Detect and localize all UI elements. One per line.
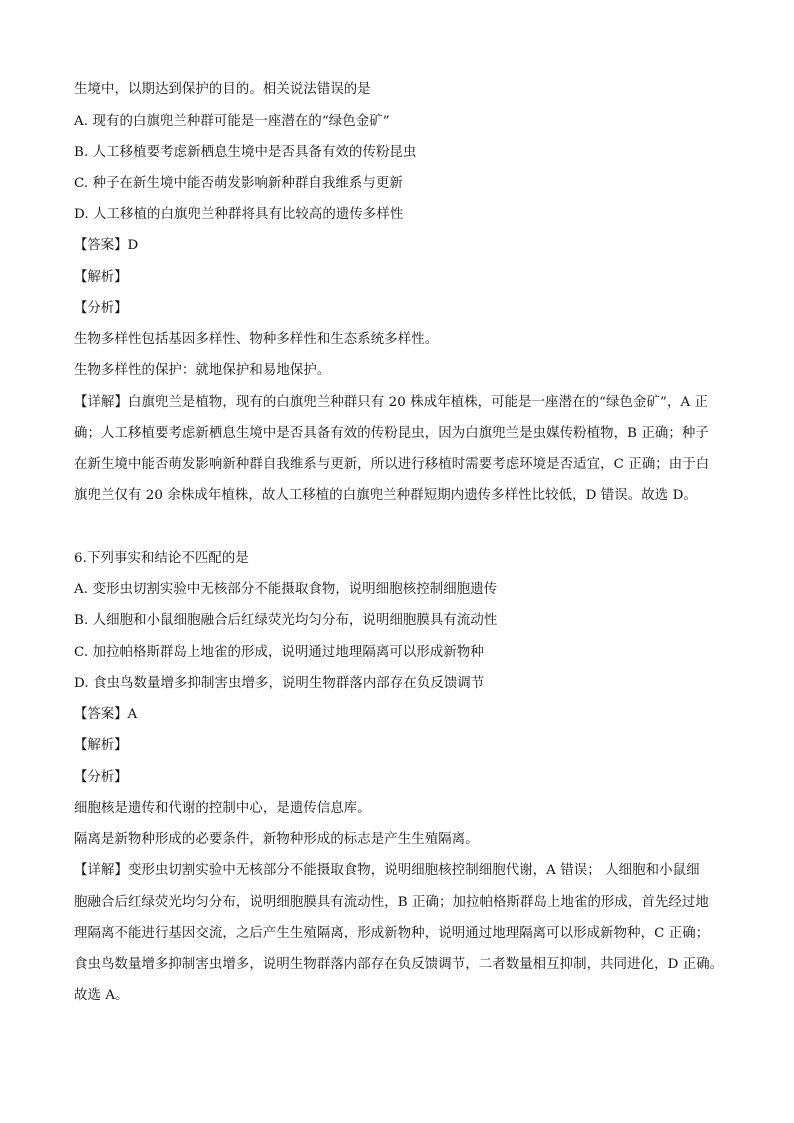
q6-fenxi-line-1: 细胞核是遗传和代谢的控制中心，是遗传信息库。 <box>74 801 371 816</box>
q6-option-a: A. 变形虫切割实验中无核部分不能摄取食物，说明细胞核控制细胞遗传 <box>74 582 498 597</box>
q6-fenxi-line-2: 隔离是新物种形成的必要条件，新物种形成的标志是产生生殖隔离。 <box>74 832 479 847</box>
q6-stem: 6.下列事实和结论不匹配的是 <box>74 551 249 566</box>
q6-option-c: C. 加拉帕格斯群岛上地雀的形成，说明通过地理隔离可以形成新物种 <box>74 645 484 660</box>
q6-fenxi-heading: 【分析】 <box>74 770 128 785</box>
q5-detail-line-3: 在新生境中能否萌发影响新种群自我维系与更新，所以进行移植时需要考虑环境是否适宜，C 正确；由于白 <box>74 457 710 472</box>
q6-option-d: D. 食虫鸟数量增多抑制害虫增多，说明生物群落内部存在负反馈调节 <box>74 676 485 691</box>
q5-fenxi-line-2: 生物多样性的保护：就地保护和易地保护。 <box>74 363 331 378</box>
q5-stem-tail: 生境中，以期达到保护的目的。相关说法错误的是 <box>74 82 371 97</box>
q6-answer: 【答案】A <box>74 707 138 722</box>
q6-detail-line-2: 胞融合后红绿荧光均匀分布，说明细胞膜具有流动性，B 正确；加拉帕格斯群岛上地雀的形成，首先经过地 <box>74 895 709 910</box>
q6-detail-line-5: 故选 A。 <box>74 988 129 1003</box>
q6-detail-line-3: 理隔离不能进行基因交流，之后产生生殖隔离，形成新物种，说明通过地理隔离可以形成新物种，C 正确； <box>74 926 710 941</box>
q5-detail-line-4: 旗兜兰仅有 20 余株成年植株，故人工移植的白旗兜兰种群短期内遗传多样性比较低，D 错误。故选 D。 <box>74 488 697 503</box>
q5-detail-line-2: 确；人工移植要考虑新栖息生境中是否具备有效的传粉昆虫，因为白旗兜兰是虫媒传粉植物，B 正确；种子 <box>74 426 709 441</box>
q6-analysis-heading: 【解析】 <box>74 738 128 753</box>
q5-option-a: A. 现有的白旗兜兰种群可能是一座潜在的“绿色金矿” <box>74 114 390 129</box>
q5-option-d: D. 人工移植的白旗兜兰种群将具有比较高的遗传多样性 <box>74 207 404 222</box>
q5-answer: 【答案】D <box>74 238 139 253</box>
q5-option-c: C. 种子在新生境中能否萌发影响新种群自我维系与更新 <box>74 176 403 191</box>
q5-option-b: B. 人工移植要考虑新栖息生境中是否具备有效的传粉昆虫 <box>74 145 417 160</box>
q6-detail-line-4: 食虫鸟数量增多抑制害虫增多，说明生物群落内部存在负反馈调节，二者数量相互抑制，共同进化，D 正确。 <box>74 957 724 972</box>
q6-option-b: B. 人细胞和小鼠细胞融合后红绿荧光均匀分布，说明细胞膜具有流动性 <box>74 613 498 628</box>
q5-fenxi-line-1: 生物多样性包括基因多样性、物种多样性和生态系统多样性。 <box>74 332 439 347</box>
q5-detail-line-1: 【详解】白旗兜兰是植物，现有的白旗兜兰种群只有 20 株成年植株，可能是一座潜在的“绿色金矿”，A 正 <box>74 395 709 410</box>
q6-detail-line-1: 【详解】变形虫切割实验中无核部分不能摄取食物，说明细胞核控制细胞代谢，A 错误； 人细胞和小鼠细 <box>74 863 700 878</box>
q5-fenxi-heading: 【分析】 <box>74 301 128 316</box>
q5-analysis-heading: 【解析】 <box>74 270 128 285</box>
